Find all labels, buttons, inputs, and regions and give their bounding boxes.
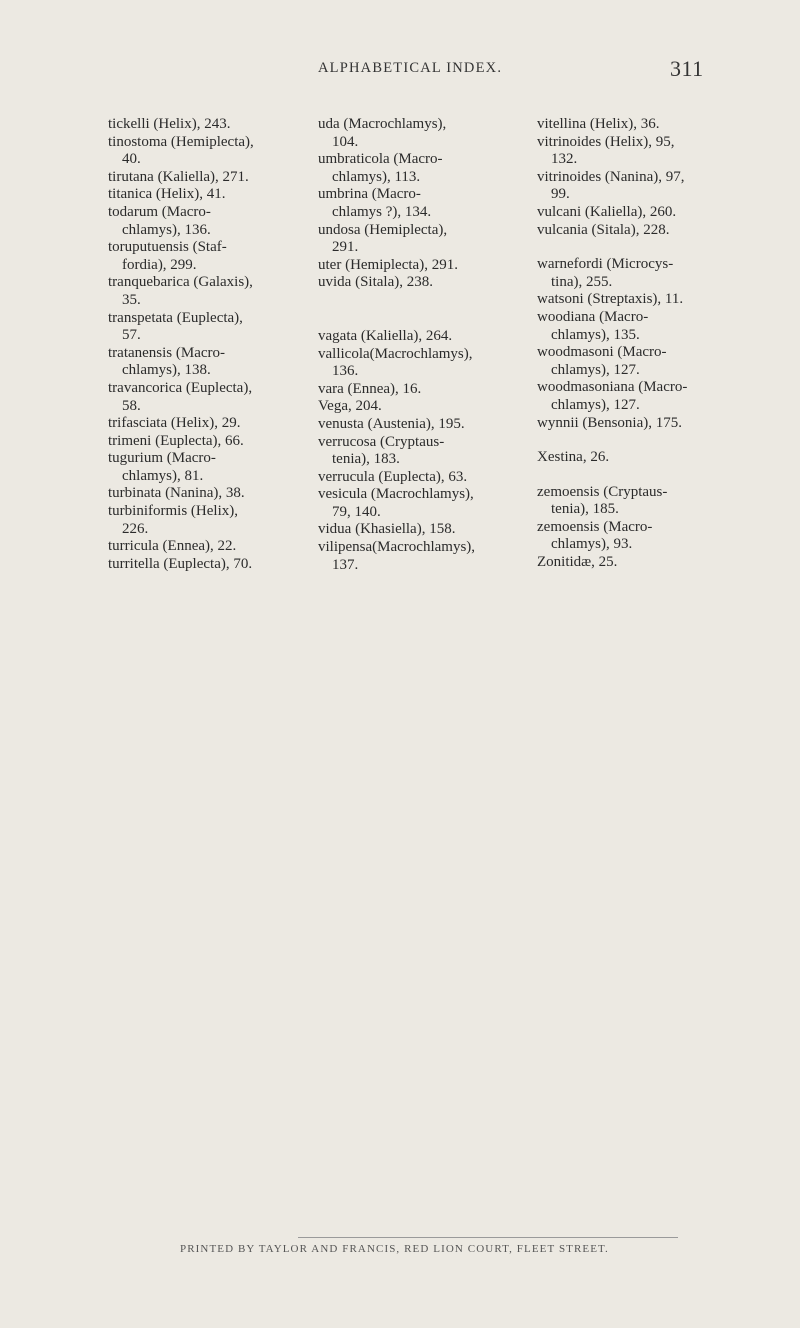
index-entry-text: venusta (Austenia), 195. xyxy=(318,415,465,432)
index-entry xyxy=(537,519,737,554)
index-entry xyxy=(108,186,308,204)
index-column-3 xyxy=(537,116,737,572)
index-entry-continuation: tenia), 183. xyxy=(332,451,400,468)
index-entry-text: tickelli (Helix), 243. xyxy=(108,116,231,132)
index-entry-continuation: chlamys), 127. xyxy=(551,396,640,413)
index-entry xyxy=(108,345,308,380)
index-column-2 xyxy=(318,116,518,574)
index-entry xyxy=(537,116,737,134)
printer-line: PRINTED BY TAYLOR AND FRANCIS, RED LION COURT, FLEET STREET. xyxy=(180,1243,609,1255)
index-entry-continuation: chlamys), 136. xyxy=(122,221,211,238)
index-entry xyxy=(537,222,737,240)
index-entry-continuation: 58. xyxy=(122,397,141,414)
index-entry xyxy=(318,186,518,221)
index-entry xyxy=(108,450,308,485)
index-entry xyxy=(537,291,737,309)
index-entry xyxy=(537,344,737,379)
index-entry xyxy=(318,539,518,574)
index-entry xyxy=(318,257,518,275)
index-entry-text: turbinata (Nanina), 38. xyxy=(108,485,245,502)
index-column-1 xyxy=(108,116,308,573)
index-entry-continuation: chlamys), 135. xyxy=(551,326,640,343)
index-entry xyxy=(108,310,308,345)
index-entry-text: turricula (Ennea), 22. xyxy=(108,538,237,555)
index-entry-text: zemoensis (Cryptaus- xyxy=(537,483,668,500)
index-entry-continuation: 291. xyxy=(332,239,359,256)
footer-rule xyxy=(298,1237,678,1238)
index-entry-text: verrucula (Euplecta), 63. xyxy=(318,468,468,485)
index-entry-text: woodmasoni (Macro- xyxy=(537,344,667,361)
index-entry-continuation: fordia), 299. xyxy=(122,256,197,273)
index-entry-text: turbiniformis (Helix), xyxy=(108,503,238,520)
index-entry-text: vagata (Kaliella), 264. xyxy=(318,327,453,344)
index-entry-text: trifasciata (Helix), 29. xyxy=(108,415,241,432)
index-entry-text: vulcani (Kaliella), 260. xyxy=(537,203,677,220)
index-entry xyxy=(318,222,518,257)
index-entry xyxy=(318,469,518,487)
index-entry-text: vitrinoides (Helix), 95, xyxy=(537,133,675,150)
index-entry-text: transpetata (Euplecta), xyxy=(108,309,243,326)
index-entry-text: turritella (Euplecta), 70. xyxy=(108,555,253,572)
index-entry xyxy=(537,449,737,467)
index-entry-text: umbraticola (Macro- xyxy=(318,151,443,168)
index-entry-text: uter (Hemiplecta), 291. xyxy=(318,256,458,273)
index-entry-continuation: chlamys), 127. xyxy=(551,361,640,378)
index-entry xyxy=(108,116,308,134)
index-entry xyxy=(318,274,518,292)
index-entry xyxy=(537,256,737,291)
index-entry-text: umbrina (Macro- xyxy=(318,186,421,203)
index-entry-continuation: chlamys), 93. xyxy=(551,536,633,553)
index-entry xyxy=(108,134,308,169)
index-entry-text: undosa (Hemiplecta), xyxy=(318,221,448,238)
index-entry-text: vitellina (Helix), 36. xyxy=(537,116,660,132)
index-entry-text: titanica (Helix), 41. xyxy=(108,186,226,203)
index-entry xyxy=(108,274,308,309)
index-entry-text: Vega, 204. xyxy=(318,398,382,415)
index-entry xyxy=(108,556,308,574)
index-entry-continuation: 40. xyxy=(122,151,141,168)
index-entry-text: Zonitidæ, 25. xyxy=(537,554,618,571)
index-entry-text: vitrinoides (Nanina), 97, xyxy=(537,168,685,185)
index-entry-text: watsoni (Streptaxis), 11. xyxy=(537,291,684,308)
index-entry-continuation: 137. xyxy=(332,556,359,573)
index-entry-continuation: 35. xyxy=(122,291,141,308)
index-entry xyxy=(537,204,737,222)
index-entry xyxy=(318,151,518,186)
index-entry xyxy=(108,415,308,433)
index-entry xyxy=(318,416,518,434)
index-entry xyxy=(537,134,737,169)
index-entry-text: vidua (Khasiella), 158. xyxy=(318,521,456,538)
index-entry-text: travancorica (Euplecta), xyxy=(108,379,253,396)
index-entry xyxy=(318,346,518,381)
index-entry xyxy=(108,485,308,503)
index-entry-text: tugurium (Macro- xyxy=(108,450,216,467)
index-entry-continuation: 136. xyxy=(332,363,359,380)
index-entry xyxy=(318,434,518,469)
index-entry-continuation: chlamys), 81. xyxy=(122,467,204,484)
index-entry-text: verrucosa (Cryptaus- xyxy=(318,433,445,450)
index-entry xyxy=(318,398,518,416)
index-entry-text: tratanensis (Macro- xyxy=(108,344,226,361)
index-entry xyxy=(108,503,308,538)
index-entry xyxy=(537,309,737,344)
index-entry-text: toruputuensis (Staf- xyxy=(108,239,227,256)
index-entry-text: woodmasoniana (Macro- xyxy=(537,379,688,396)
index-entry-text: woodiana (Macro- xyxy=(537,308,649,325)
running-title: ALPHABETICAL INDEX. xyxy=(318,60,503,76)
index-entry-text: warnefordi (Microcys- xyxy=(537,256,674,273)
index-entry-text: uvida (Sitala), 238. xyxy=(318,274,433,291)
index-entry-text: trimeni (Euplecta), 66. xyxy=(108,432,244,449)
index-entry-continuation: tenia), 185. xyxy=(551,501,619,518)
index-entry xyxy=(108,239,308,274)
index-entry-continuation: 99. xyxy=(551,186,570,203)
index-entry-continuation: 132. xyxy=(551,151,578,168)
index-entry xyxy=(108,204,308,239)
page-header xyxy=(0,56,800,96)
index-entry xyxy=(318,486,518,521)
index-entry-text: tinostoma (Hemiplecta), xyxy=(108,133,254,150)
index-entry-text: zemoensis (Macro- xyxy=(537,518,653,535)
index-entry xyxy=(108,169,308,187)
index-entry-continuation: chlamys), 113. xyxy=(332,168,421,185)
index-entry xyxy=(537,169,737,204)
index-entry xyxy=(537,554,737,572)
index-entry xyxy=(318,381,518,399)
index-entry-continuation: tina), 255. xyxy=(551,273,613,290)
index-entry-text: vilipensa(Macrochlamys), xyxy=(318,539,476,556)
index-entry-continuation: 57. xyxy=(122,327,141,344)
index-entry-text: tirutana (Kaliella), 271. xyxy=(108,168,249,185)
page-number: 311 xyxy=(670,56,704,81)
index-entry xyxy=(537,415,737,433)
index-entry-text: uda (Macrochlamys), xyxy=(318,116,447,132)
index-entry-continuation: chlamys ?), 134. xyxy=(332,203,432,220)
index-entry xyxy=(537,484,737,519)
index-entry-continuation: 79, 140. xyxy=(332,503,381,520)
index-entry-text: vallicola(Macrochlamys), xyxy=(318,345,473,362)
index-entry-text: vulcania (Sitala), 228. xyxy=(537,221,670,238)
index-entry-continuation: chlamys), 138. xyxy=(122,362,211,379)
index-entry xyxy=(318,521,518,539)
index-entry xyxy=(537,379,737,414)
index-entry xyxy=(318,116,518,151)
index-entry-text: Xestina, 26. xyxy=(537,449,610,466)
index-entry-continuation: 226. xyxy=(122,520,149,537)
index-entry-text: tranquebarica (Galaxis), xyxy=(108,274,253,291)
index-entry xyxy=(108,380,308,415)
index-entry xyxy=(318,328,518,346)
index-entry xyxy=(108,538,308,556)
index-entry-text: wynnii (Bensonia), 175. xyxy=(537,414,682,431)
index-entry xyxy=(108,433,308,451)
index-entry-text: todarum (Macro- xyxy=(108,203,211,220)
index-entry-text: vara (Ennea), 16. xyxy=(318,380,422,397)
index-entry-text: vesicula (Macrochlamys), xyxy=(318,486,474,503)
index-entry-continuation: 104. xyxy=(332,133,359,150)
